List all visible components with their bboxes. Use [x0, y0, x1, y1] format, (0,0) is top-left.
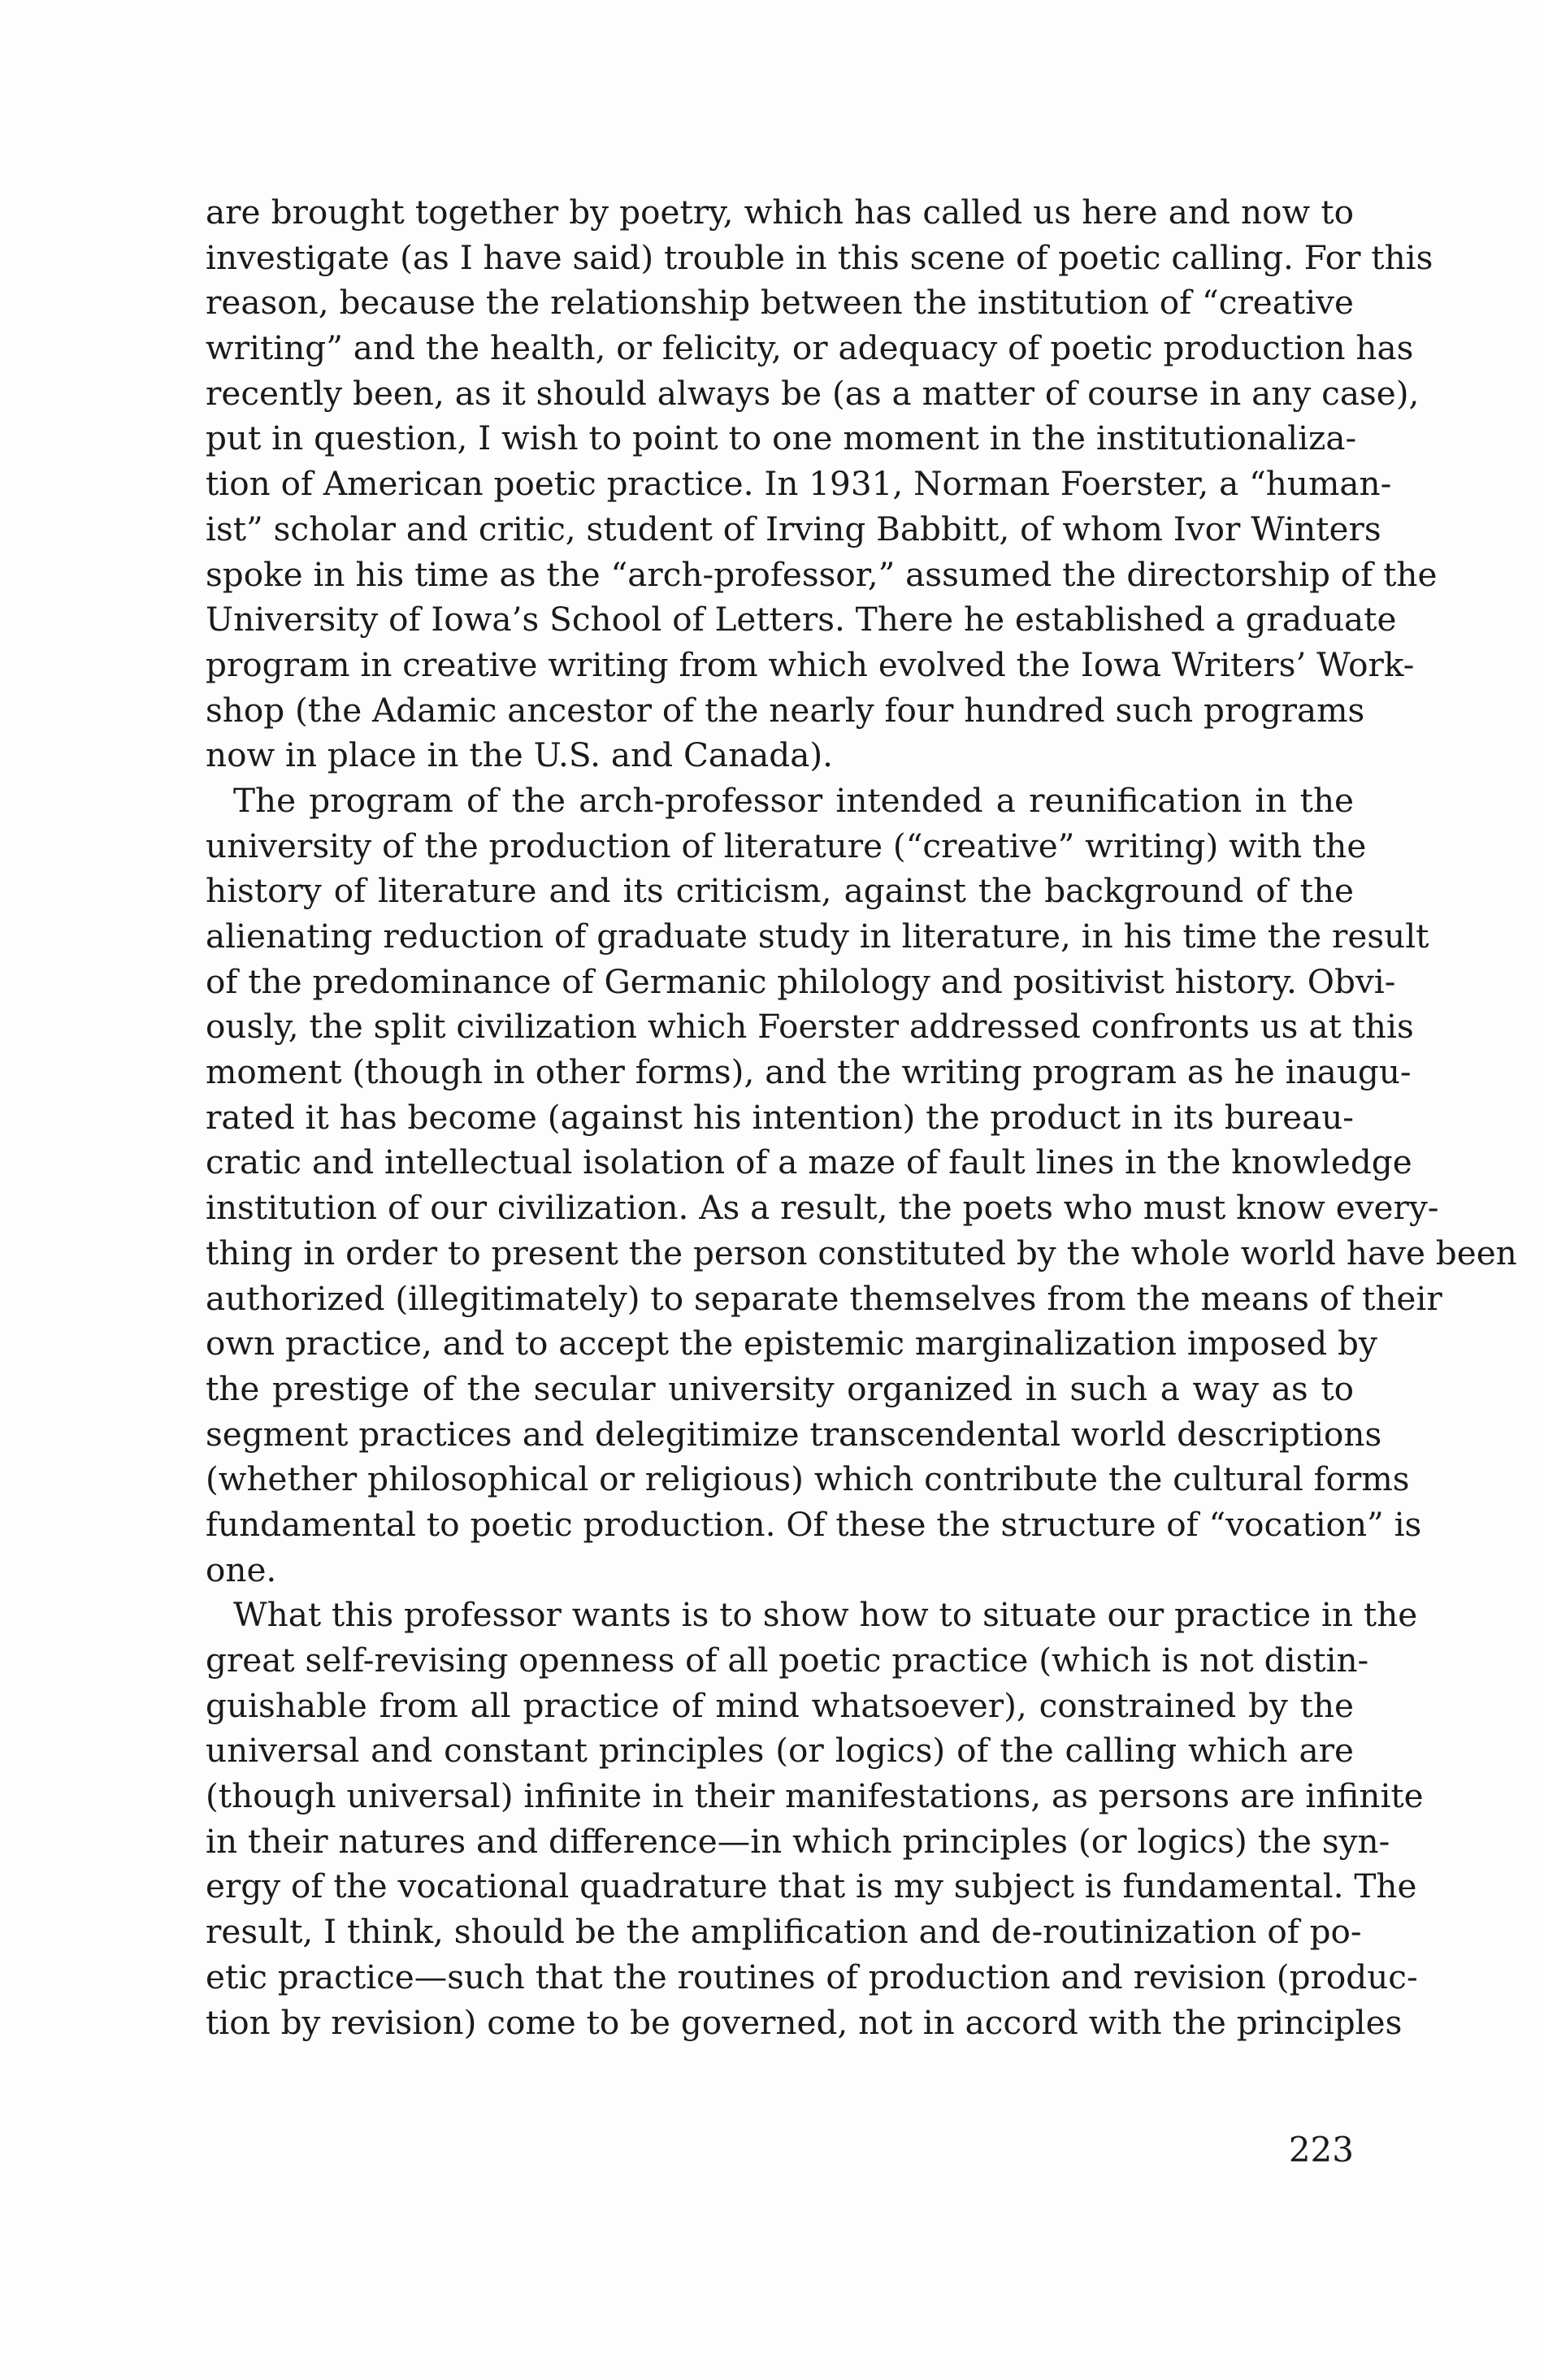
- text-line: ist” scholar and critic, student of Irving Babbitt, of whom Ivor Winters: [206, 509, 1381, 548]
- text-line: guishable from all practice of mind whatsoever), constrained by the: [206, 1685, 1354, 1725]
- text-line: (whether philosophical or religious) which contribute the cultural forms: [206, 1459, 1410, 1499]
- text-line: shop (the Adamic ancestor of the nearly four hundred such programs: [206, 690, 1365, 730]
- text-line: put in question, I wish to point to one moment in the institutionaliza-: [206, 418, 1357, 458]
- text-line: ergy of the vocational quadrature that is my subject is fundamental. The: [206, 1866, 1417, 1906]
- text-line: institution of our civilization. As a result, the poets who must know every-: [206, 1188, 1439, 1228]
- text-line: ously, the split civilization which Foerster addressed confronts us at this: [206, 1007, 1414, 1047]
- text-line: alienating reduction of graduate study in literature, in his time the result: [206, 917, 1429, 956]
- text-line: segment practices and delegitimize transcendental world descriptions: [206, 1414, 1382, 1454]
- text-line: one.: [206, 1550, 277, 1589]
- text-line: own practice, and to accept the epistemic marginalization imposed by: [206, 1324, 1377, 1363]
- text-line: recently been, as it should always be (as a matter of course in any case),: [206, 373, 1420, 413]
- text-line: What this professor wants is to show how to situate our practice in the: [233, 1595, 1418, 1635]
- text-line: history of literature and its criticism, against the background of the: [206, 871, 1354, 911]
- text-line: spoke in his time as the “arch-professor,” assumed the directorship of the: [206, 554, 1438, 594]
- text-line: universal and constant principles (or logics) of the calling which are: [206, 1731, 1354, 1771]
- text-line: tion by revision) come to be governed, not in accord with the principles: [206, 2002, 1403, 2042]
- text-line: The program of the arch-professor intended a reunification in the: [233, 780, 1354, 820]
- text-line: rated it has become (against his intention) the product in its bureau-: [206, 1097, 1354, 1137]
- text-line: cratic and intellectual isolation of a maze of fault lines in the knowledge: [206, 1142, 1412, 1182]
- text-line: reason, because the relationship between the institution of “creative: [206, 283, 1354, 323]
- text-line: tion of American poetic practice. In 1931, Norman Foerster, a “human-: [206, 464, 1392, 504]
- text-line: now in place in the U.S. and Canada).: [206, 735, 834, 775]
- text-line: in their natures and difference—in which principles (or logics) the syn-: [206, 1821, 1390, 1861]
- text-line: result, I think, should be the amplification and de-routinization of po-: [206, 1912, 1362, 1952]
- text-line: are brought together by poetry, which has called us here and now to: [206, 193, 1354, 232]
- text-line: etic practice—such that the routines of production and revision (produc-: [206, 1957, 1418, 1996]
- text-line: great self-revising openness of all poetic practice (which is not distin-: [206, 1641, 1369, 1680]
- text-line: writing” and the health, or felicity, or adequacy of poetic production has: [206, 328, 1414, 368]
- text-line: of the predominance of Germanic philology and positivist history. Obvi-: [206, 961, 1396, 1001]
- text-line: University of Iowa’s School of Letters. There he established a graduate: [206, 600, 1397, 639]
- text-line: thing in order to present the person constituted by the whole world have been: [206, 1233, 1517, 1272]
- text-line: investigate (as I have said) trouble in this scene of poetic calling. For this: [206, 237, 1433, 277]
- text-line: moment (though in other forms), and the writing program as he inaugu-: [206, 1052, 1412, 1092]
- text-line: program in creative writing from which evolved the Iowa Writers’ Work-: [206, 644, 1415, 684]
- text-line: (though universal) infinite in their manifestations, as persons are infinite: [206, 1776, 1424, 1816]
- page-number: 223: [1288, 2130, 1354, 2170]
- text-line: the prestige of the secular university organized in such a way as to: [206, 1368, 1354, 1408]
- text-line: authorized (illegitimately) to separate themselves from the means of their: [206, 1278, 1442, 1318]
- text-line: fundamental to poetic production. Of these the structure of “vocation” is: [206, 1504, 1422, 1544]
- text-line: university of the production of literature (“creative” writing) with the: [206, 826, 1367, 865]
- body-text: [206, 190, 1517, 2045]
